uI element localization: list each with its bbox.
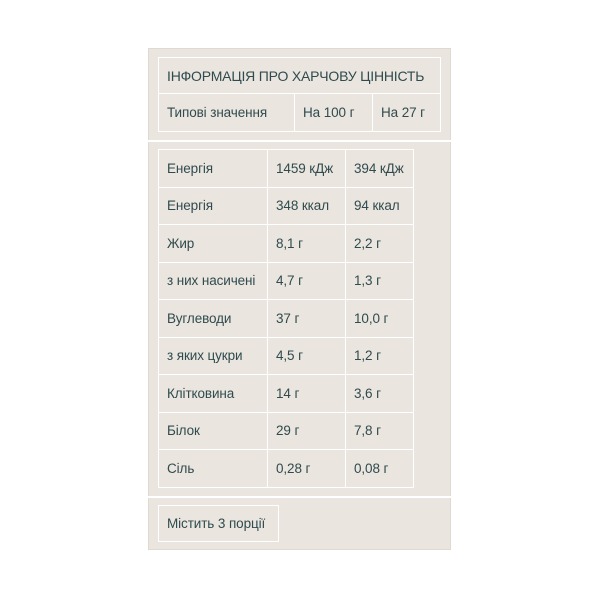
nutrition-title: ІНФОРМАЦІЯ ПРО ХАРЧОВУ ЦІННІСТЬ bbox=[158, 57, 441, 94]
value-per-100g: 29 г bbox=[267, 412, 346, 451]
value-per-serving: 7,8 г bbox=[345, 412, 414, 451]
nutrient-name: Енергія bbox=[158, 187, 268, 226]
value-per-serving: 394 кДж bbox=[345, 149, 414, 188]
value-per-100g: 0,28 г bbox=[267, 449, 346, 488]
nutrient-name: Клітковина bbox=[158, 374, 268, 413]
section-divider bbox=[148, 140, 451, 142]
nutrient-name: Сіль bbox=[158, 449, 268, 488]
value-per-serving: 1,2 г bbox=[345, 337, 414, 376]
nutrient-name: з яких цукри bbox=[158, 337, 268, 376]
value-per-100g: 8,1 г bbox=[267, 224, 346, 263]
value-per-serving: 0,08 г bbox=[345, 449, 414, 488]
value-per-100g: 14 г bbox=[267, 374, 346, 413]
nutrient-name: з них насичені bbox=[158, 262, 268, 301]
value-per-serving: 3,6 г bbox=[345, 374, 414, 413]
value-per-serving: 1,3 г bbox=[345, 262, 414, 301]
column-header-typical-values: Типові значення bbox=[158, 93, 295, 132]
nutrient-name: Білок bbox=[158, 412, 268, 451]
value-per-serving: 94 ккал bbox=[345, 187, 414, 226]
column-header-per-100g: На 100 г bbox=[294, 93, 373, 132]
value-per-serving: 2,2 г bbox=[345, 224, 414, 263]
value-per-100g: 4,7 г bbox=[267, 262, 346, 301]
value-per-100g: 37 г bbox=[267, 299, 346, 338]
nutrient-name: Енергія bbox=[158, 149, 268, 188]
section-divider bbox=[148, 496, 451, 498]
value-per-100g: 1459 кДж bbox=[267, 149, 346, 188]
value-per-100g: 348 ккал bbox=[267, 187, 346, 226]
servings-note: Містить 3 порції bbox=[158, 505, 279, 542]
value-per-serving: 10,0 г bbox=[345, 299, 414, 338]
nutrient-name: Жир bbox=[158, 224, 268, 263]
column-header-per-serving: На 27 г bbox=[372, 93, 441, 132]
value-per-100g: 4,5 г bbox=[267, 337, 346, 376]
nutrient-name: Вуглеводи bbox=[158, 299, 268, 338]
